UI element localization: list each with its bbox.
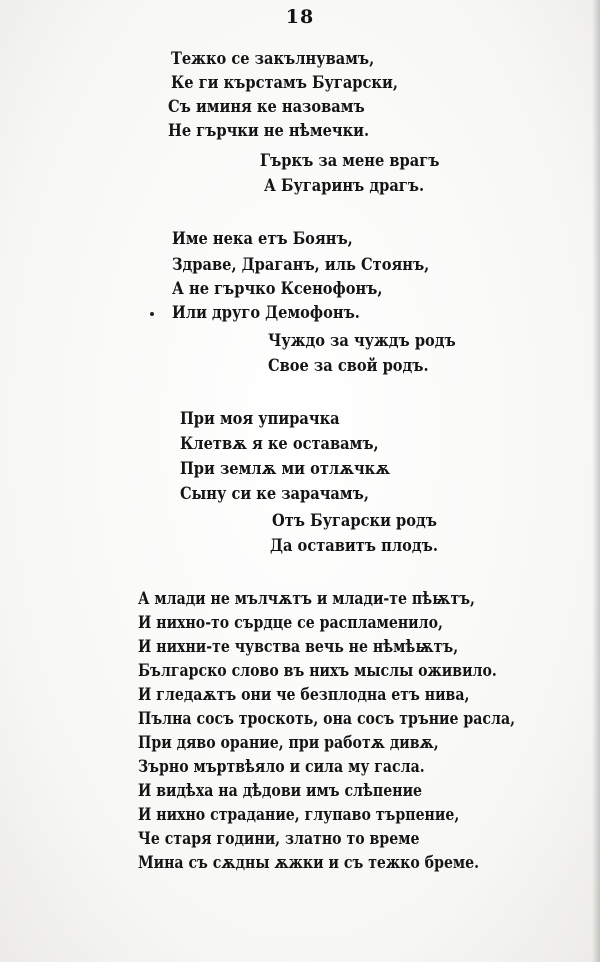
refrain-line: Да оставитъ плодъ. — [270, 536, 438, 556]
page-number: 18 — [285, 6, 315, 28]
stanza-line: Здраве, Драганъ, иль Стоянъ, — [172, 255, 430, 275]
stanza-line: Не гърчки не нѣмечки. — [168, 121, 370, 141]
stanza-line: При моя упирачка — [180, 409, 340, 429]
refrain-line: Отъ Бугарски родъ — [272, 511, 437, 531]
stanza-line: Ке ги кърстамъ Бугарски, — [171, 73, 398, 93]
prose-line: Пълна сосъ трoскоть, она сосъ тръние расла, — [138, 709, 516, 729]
prose-line: И нихно страдание, глупаво търпение, — [138, 805, 460, 825]
stanza-line: Тежко се закълнувамъ, — [171, 49, 375, 69]
prose-line: Че старя години, златно то време — [138, 829, 420, 849]
prose-line: Мина съ сѫдны ѫжки и съ тежко бреме. — [138, 853, 480, 873]
refrain-line: Чуждо за чуждъ родъ — [268, 331, 456, 351]
prose-line: Българско слово въ нихъ мыслы оживило. — [138, 661, 497, 681]
stanza-line: А не гърчко Ксенофонъ, — [172, 279, 383, 299]
stanza-line: Или друго Демофонъ. — [172, 303, 360, 323]
prose-line: При дяво орание, при работѫ дивѫ, — [138, 733, 439, 753]
prose-line: А млади не мълчѫтъ и млади-те пѣѭтъ, — [138, 589, 475, 609]
stanza-line: Име нека етъ Боянъ, — [172, 229, 353, 249]
stanza-line: При землѫ ми отлѫчкѫ — [180, 459, 391, 479]
stanza-line: Клетвѫ я ке оставамъ, — [180, 434, 379, 454]
prose-line: И гледаѫтъ они че безплодна етъ нива, — [138, 685, 470, 705]
refrain-line: Свое за свой родъ. — [268, 356, 429, 376]
prose-line: Зърно мъртвѣяло и сила му гасла. — [138, 757, 425, 777]
refrain-line: Гъркъ за мене врагъ — [260, 151, 440, 171]
ink-speck — [150, 312, 154, 316]
stanza-line: Съ иминя ке назовамъ — [168, 97, 365, 117]
prose-line: И видѣха на дѣдови имъ слѣпение — [138, 781, 423, 801]
prose-line: И нихни-те чувства вечь не нѣмѣѭтъ, — [138, 637, 459, 657]
refrain-line: А Бугаринъ драгъ. — [264, 176, 425, 196]
stanza-line: Сыну си ке зарачамъ, — [180, 484, 369, 504]
prose-line: И нихно-то сърдце се распламенило, — [138, 613, 443, 633]
page-edge-shadow — [592, 0, 600, 962]
